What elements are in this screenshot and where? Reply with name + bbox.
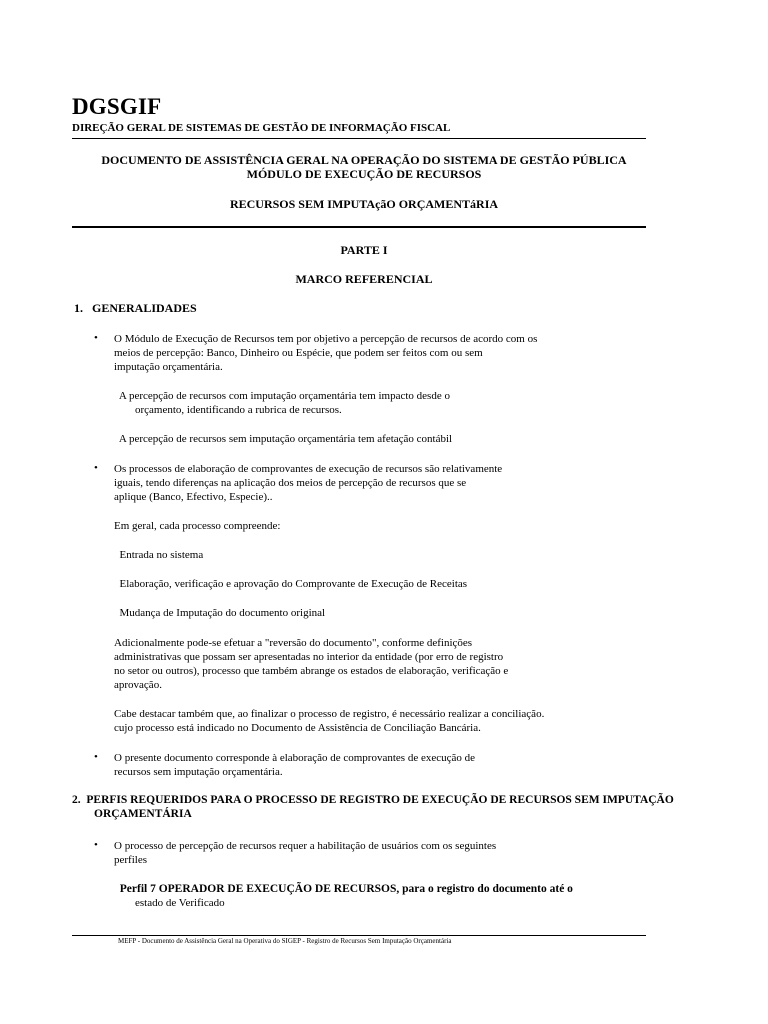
checkbox-item: A percepção de recursos sem imputação orçamentária tem afetação contábil	[114, 433, 453, 445]
paragraph-line: cujo processo está indicado no Documento de Assistência de Conciliação Bancária.	[114, 722, 481, 734]
paragraph-line: recursos sem imputação orçamentária.	[114, 766, 283, 778]
page-footer: MEFP - Documento de Assistência Geral na Operativa do SIGEP - Registro de Recursos Sem Imputação Orçamentária	[118, 937, 452, 945]
doc-title-line3: RECURSOS SEM IMPUTAçãO ORÇAMENTáRIA	[229, 197, 499, 211]
section2-heading-cont: ORÇAMENTÁRIA	[94, 808, 192, 820]
paragraph-line: estado de Verificado	[135, 897, 225, 909]
checkbox-item: Mudança de Imputação do documento original	[114, 607, 326, 619]
bullet-marker: •	[94, 462, 98, 474]
brand-title: DGSGIF	[72, 94, 162, 119]
section2-heading: 2. PERFIS REQUERIDOS PARA O PROCESSO DE REGISTRO DE EXECUÇÃO DE RECURSOS SEM IMPUTAÇÃO	[72, 794, 674, 806]
paragraph-line: O Módulo de Execução de Recursos tem por objetivo a percepção de recursos de acordo com os	[114, 333, 538, 345]
doc-title-line2: MÓDULO DE EXECUÇÃO DE RECURSOS	[246, 167, 482, 181]
paragraph-line: perfiles	[114, 854, 147, 866]
paragraph-line: meios de percepção: Banco, Dinheiro ou Espécie, que podem ser feitos com ou sem	[114, 347, 483, 359]
profile-item: Perfil 7 OPERADOR DE EXECUÇÃO DE RECURSOS, para o registro do documento até o	[114, 883, 573, 895]
paragraph-line: administrativas que possam ser apresentadas no interior da entidade (por erro de registro	[114, 651, 504, 663]
header-divider	[72, 138, 646, 139]
paragraph-line: O processo de percepção de recursos requer a habilitação de usuários com os seguintes	[114, 840, 497, 852]
footer-divider	[72, 935, 646, 936]
brand-subtitle: DIREÇÃO GERAL DE SISTEMAS DE GESTÃO DE INFORMAÇÃO FISCAL	[72, 122, 451, 134]
bullet-marker: •	[94, 751, 98, 763]
paragraph-line: Adicionalmente pode-se efetuar a "reversão do documento", conforme definições	[114, 637, 473, 649]
part-subtitle: MARCO REFERENCIAL	[295, 272, 433, 286]
paragraph-line: iguais, tendo diferenças na aplicação dos meios de percepção de recursos que se	[114, 477, 467, 489]
paragraph-line: no setor ou outros), processo que também abrange os estados de elaboração, verificação e	[114, 665, 509, 677]
checkbox-item: A percepção de recursos com imputação orçamentária tem impacto desde o	[114, 390, 450, 402]
section1-heading: 1. GENERALIDADES	[74, 301, 197, 315]
paragraph-line: aplique (Banco, Efectivo, Especie)..	[114, 491, 273, 503]
checkbox-item: Elaboração, verificação e aprovação do Comprovante de Execução de Receitas	[114, 578, 468, 590]
paragraph-line: imputação orçamentária.	[114, 361, 223, 373]
paragraph-line: O presente documento corresponde à elaboração de comprovantes de execução de	[114, 752, 475, 764]
paragraph-line: aprovação.	[114, 679, 162, 691]
doc-title-line1: DOCUMENTO DE ASSISTÊNCIA GERAL NA OPERAÇÃO DO SISTEMA DE GESTÃO PÚBLICA	[101, 153, 627, 167]
title-divider	[72, 226, 646, 228]
paragraph-line: Os processos de elaboração de comprovantes de execução de recursos são relativamente	[114, 463, 503, 475]
checkbox-item: Entrada no sistema	[114, 549, 204, 561]
bullet-marker: •	[94, 332, 98, 344]
paragraph-line: Cabe destacar também que, ao finalizar o processo de registro, é necessário realizar a conciliação.	[114, 708, 545, 720]
paragraph-line: Em geral, cada processo compreende:	[114, 520, 281, 532]
paragraph-line: orçamento, identificando a rubrica de recursos.	[135, 404, 342, 416]
bullet-marker: •	[94, 839, 98, 851]
part-label: PARTE I	[340, 243, 388, 257]
